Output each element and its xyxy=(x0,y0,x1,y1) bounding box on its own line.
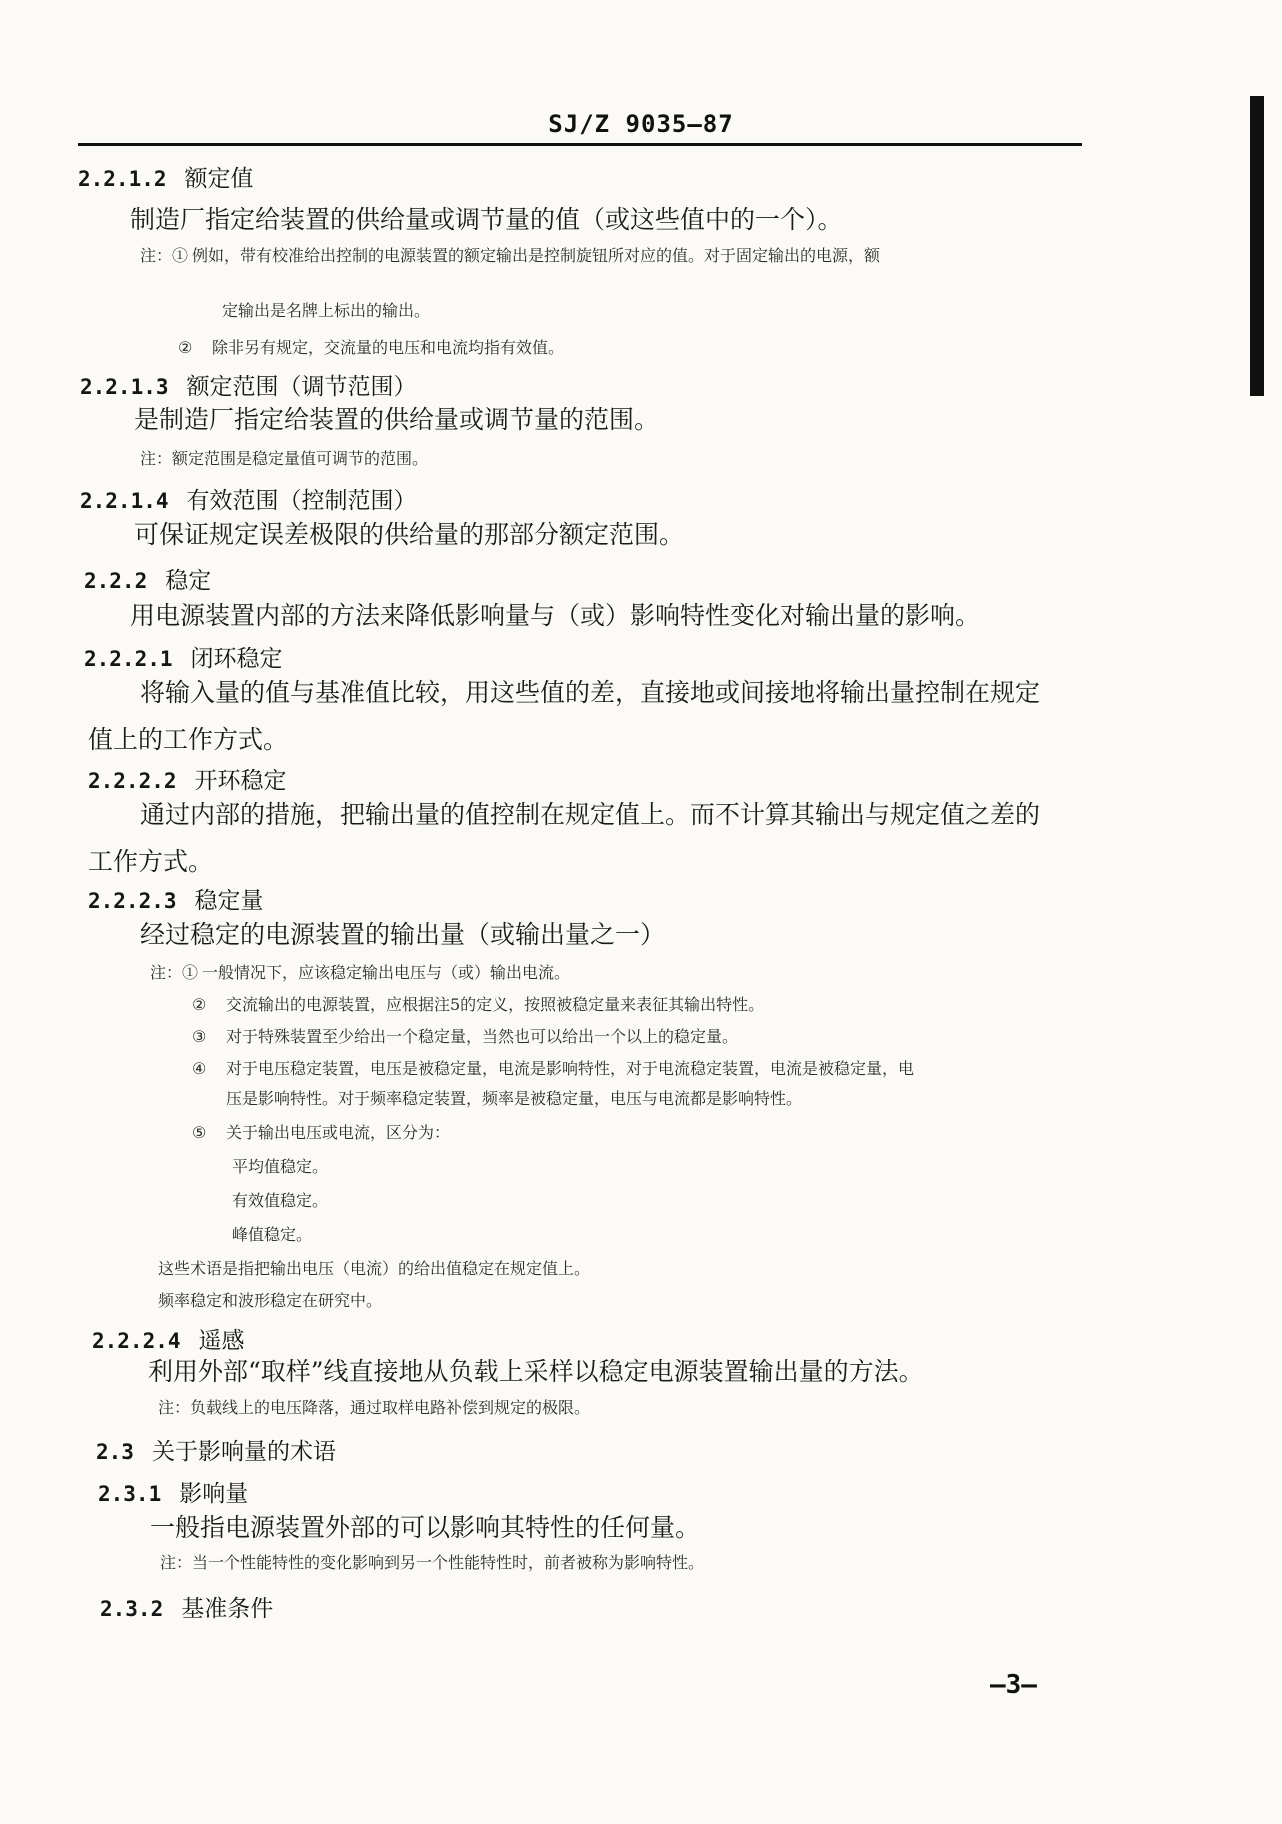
paragraph: 可保证规定误差极限的供给量的那部分额定范围。 xyxy=(134,520,685,549)
note-mark: ③ xyxy=(192,1027,207,1046)
note-mark: ⑤ xyxy=(192,1123,207,1142)
section-heading xyxy=(92,1322,245,1355)
note-mark: ② xyxy=(192,995,207,1014)
note-line: 平均值稳定。 xyxy=(232,1157,329,1176)
note-line: 峰值稳定。 xyxy=(232,1225,313,1244)
section-heading xyxy=(100,1590,273,1623)
note-label: 注：① xyxy=(140,246,189,265)
note-line: 压是影响特性。对于频率稳定装置，频率是被稳定量，电压与电流都是影响特性。 xyxy=(226,1089,803,1108)
section-heading xyxy=(80,368,417,401)
note-line xyxy=(192,1024,738,1047)
note-line: 注：额定范围是稳定量值可调节的范围。 xyxy=(140,449,429,468)
note-line xyxy=(178,335,564,358)
section-title: 额定值 xyxy=(184,166,254,192)
note-mark: ④ xyxy=(192,1059,207,1078)
section-number: 2.3 xyxy=(96,1440,134,1464)
section-number: 2.3.2 xyxy=(100,1597,164,1621)
section-heading xyxy=(84,562,211,595)
note-text: 对于特殊装置至少给出一个稳定量，当然也可以给出一个以上的稳定量。 xyxy=(226,1027,739,1046)
note-text: 交流输出的电源装置，应根据注5的定义，按照被稳定量来表征其输出特性。 xyxy=(226,995,765,1014)
section-number: 2.3.1 xyxy=(98,1482,162,1506)
note-text: 一般情况下，应该稳定输出电压与（或）输出电流。 xyxy=(202,963,571,982)
note-line: 有效值稳定。 xyxy=(232,1191,329,1210)
note-line xyxy=(192,1056,914,1079)
note-line xyxy=(150,960,570,983)
note-label: 注：① xyxy=(150,963,199,982)
section-title: 遥感 xyxy=(198,1328,245,1354)
section-title: 有效范围（控制范围） xyxy=(186,488,417,514)
section-number: 2.2.1.2 xyxy=(78,167,167,191)
section-number: 2.2.1.3 xyxy=(80,375,169,399)
paragraph: 通过内部的措施，把输出量的值控制在规定值上。而不计算其输出与规定值之差的 xyxy=(140,800,1041,829)
paragraph: 制造厂指定给装置的供给量或调节量的值（或这些值中的一个）。 xyxy=(130,205,843,234)
header-rule xyxy=(78,143,1082,146)
paragraph: 将输入量的值与基准值比较，用这些值的差，直接地或间接地将输出量控制在规定 xyxy=(140,678,1041,707)
note-text: 关于输出电压或电流，区分为： xyxy=(226,1123,451,1142)
note-line: 这些术语是指把输出电压（电流）的给出值稳定在规定值上。 xyxy=(158,1259,591,1278)
scan-edge-bar xyxy=(1250,96,1264,396)
section-title: 稳定 xyxy=(165,568,212,594)
standard-header: SJ/Z 9035—87 xyxy=(548,110,734,138)
page-number: —3— xyxy=(990,1670,1037,1700)
paragraph: 经过稳定的电源装置的输出量（或输出量之一） xyxy=(140,920,666,949)
section-heading xyxy=(98,1475,248,1508)
note-mark: ② xyxy=(178,338,193,357)
section-number: 2.2.2 xyxy=(84,569,148,593)
section-title: 额定范围（调节范围） xyxy=(186,374,417,400)
section-title: 基准条件 xyxy=(181,1596,274,1622)
paragraph: 是制造厂指定给装置的供给量或调节量的范围。 xyxy=(134,405,660,434)
section-heading xyxy=(84,640,283,673)
section-heading xyxy=(96,1433,336,1466)
note-text: 除非另有规定，交流量的电压和电流均指有效值。 xyxy=(212,338,565,357)
note-text: 例如，带有校准给出控制的电源装置的额定输出是控制旋钮所对应的值。对于固定输出的电源，额 xyxy=(192,246,881,265)
paragraph: 一般指电源装置外部的可以影响其特性的任何量。 xyxy=(150,1513,701,1542)
paragraph: 值上的工作方式。 xyxy=(88,725,289,754)
note-line xyxy=(140,243,880,266)
note-line xyxy=(192,1120,450,1143)
note-text: 对于电压稳定装置，电压是被稳定量，电流是影响特性，对于电流稳定装置，电流是被稳定量，电 xyxy=(226,1059,915,1078)
section-title: 闭环稳定 xyxy=(190,646,283,672)
section-heading xyxy=(88,762,287,795)
section-number: 2.2.1.4 xyxy=(80,489,169,513)
section-number: 2.2.2.4 xyxy=(92,1329,181,1353)
section-title: 影响量 xyxy=(179,1481,249,1507)
section-title: 关于影响量的术语 xyxy=(151,1439,336,1465)
note-line: 定输出是名牌上标出的输出。 xyxy=(222,301,431,320)
section-heading xyxy=(78,160,254,193)
note-line: 注：当一个性能特性的变化影响到另一个性能特性时，前者被称为影响特性。 xyxy=(160,1553,705,1572)
note-line: 注：负载线上的电压降落，通过取样电路补偿到规定的极限。 xyxy=(158,1398,591,1417)
paragraph: 用电源装置内部的方法来降低影响量与（或）影响特性变化对输出量的影响。 xyxy=(130,601,981,630)
section-number: 2.2.2.3 xyxy=(88,889,177,913)
section-number: 2.2.2.2 xyxy=(88,769,177,793)
note-line: 频率稳定和波形稳定在研究中。 xyxy=(158,1291,383,1310)
section-heading xyxy=(80,482,417,515)
paragraph: 工作方式。 xyxy=(88,847,214,876)
section-title: 开环稳定 xyxy=(194,768,287,794)
section-number: 2.2.2.1 xyxy=(84,647,173,671)
section-heading xyxy=(88,882,264,915)
note-line xyxy=(192,992,764,1015)
section-title: 稳定量 xyxy=(194,888,264,914)
paragraph: 利用外部“取样”线直接地从负载上采样以稳定电源装置输出量的方法。 xyxy=(148,1357,924,1386)
